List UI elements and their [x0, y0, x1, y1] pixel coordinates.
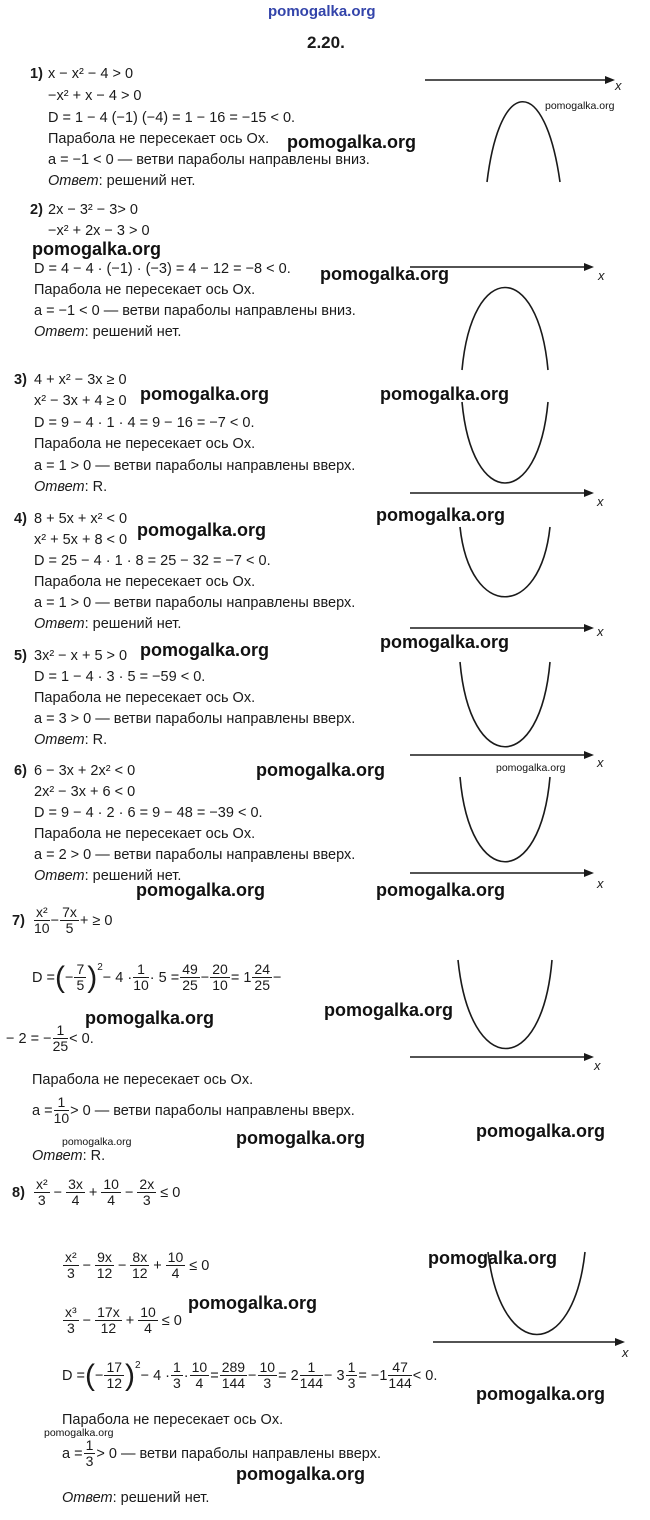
operator: − [248, 1367, 257, 1384]
fraction: $\frac{20}{10}$ [212, 961, 228, 993]
p4-axis-label: x [597, 624, 604, 639]
watermark: pomogalka.org [62, 1136, 132, 1148]
answer-label: Ответ [34, 732, 85, 748]
watermark: pomogalka.org [376, 880, 506, 900]
operator: = [210, 1367, 219, 1384]
p8-row3 [62, 1305, 185, 1336]
fraction: $\frac{49}{25}$ [182, 961, 198, 993]
p3-answer [34, 479, 107, 496]
operator: + ≥ 0 [79, 912, 113, 929]
p2-line1: 2x − 3² − 3> 0 [48, 202, 138, 218]
paren: ( [84, 1358, 95, 1392]
answer-label: Ответ [62, 1490, 113, 1506]
p6-number: 6) [14, 763, 27, 779]
fraction: $\frac{10}{3}$ [259, 1359, 276, 1391]
text: − 2 = − [6, 1030, 52, 1047]
operator: − [94, 1367, 104, 1384]
p5-number: 5) [14, 648, 27, 664]
p8-line5: Парабола не пересекает ось Ox. [62, 1412, 284, 1428]
p8-line1 [12, 1177, 183, 1208]
text: D = [32, 969, 55, 986]
fraction: $\frac{10}{4}$ [103, 1176, 119, 1208]
p2-graph [410, 262, 600, 372]
operator: − [82, 1312, 92, 1329]
fraction: $\frac{10}{4}$ [167, 1249, 184, 1281]
text: D = [62, 1367, 85, 1384]
fraction: $\frac{1}{25}$ [52, 1022, 69, 1054]
answer-label: Ответ [34, 616, 85, 632]
fraction: $\frac{7}{5}$ [76, 961, 85, 993]
text: a = [32, 1102, 53, 1119]
p6-line3: D = 9 − 4 · 2 · 6 = 9 − 48 = −39 < 0. [34, 805, 263, 821]
fraction: $\frac{10}{4}$ [191, 1359, 208, 1391]
paren: ) [125, 1358, 136, 1392]
watermark: pomogalka.org [476, 1384, 606, 1404]
fraction: $\frac{24}{25}$ [254, 961, 270, 993]
answer-label: Ответ [48, 173, 99, 189]
answer-label: Ответ [34, 479, 85, 495]
p4-line3: D = 25 − 4 · 1 · 8 = 25 − 32 = −7 < 0. [34, 553, 271, 569]
fraction: $\frac{9x}{12}$ [96, 1249, 113, 1281]
fraction: $\frac{17}{12}$ [106, 1359, 123, 1391]
p7-graph [410, 958, 600, 1068]
answer-value: : R. [82, 1148, 106, 1164]
p2-line2: −x² + 2x − 3 > 0 [48, 223, 150, 239]
watermark: pomogalka.org [380, 384, 510, 404]
p1-answer [48, 173, 195, 190]
p6-graph [410, 775, 600, 885]
p5-answer [34, 732, 107, 749]
operator: − [117, 1257, 127, 1274]
p3-graph [410, 400, 600, 500]
answer-label: Ответ [32, 1148, 83, 1164]
operator: − [53, 1184, 63, 1201]
operator: − [50, 912, 60, 929]
p1-axis-label: x [615, 78, 622, 93]
p8-graph [433, 1250, 633, 1350]
p6-line1: 6 − 3x + 2x² < 0 [34, 763, 136, 779]
text: − 3 [324, 1367, 345, 1384]
fraction: $\frac{1}{10}$ [133, 961, 149, 993]
answer-value: : R. [84, 732, 108, 748]
p4-line1: 8 + 5x + x² < 0 [34, 511, 128, 527]
text: = −1 [358, 1367, 388, 1384]
answer-value: : решений нет. [84, 868, 182, 884]
operator: − [124, 1184, 134, 1201]
answer-value: : решений нет. [84, 616, 182, 632]
header-site: pomogalka.org [268, 3, 376, 20]
text: − 4 · [140, 1367, 170, 1384]
paren: ) [87, 960, 98, 994]
p1-line5: a = −1 < 0 — ветви параболы направлены вниз. [48, 152, 370, 168]
p7-line3 [6, 1023, 94, 1054]
p8-line3 [62, 1305, 185, 1336]
p1-line1: x − x² − 4 > 0 [48, 66, 134, 82]
p7-line5 [32, 1095, 355, 1126]
fraction: $\frac{17x}{12}$ [97, 1304, 120, 1336]
fraction: $\frac{47}{144}$ [388, 1359, 412, 1391]
watermark: pomogalka.org [545, 100, 615, 112]
exponent: 2 [135, 1360, 141, 1371]
answer-value: : решений нет. [98, 173, 196, 189]
watermark: pomogalka.org [188, 1293, 318, 1313]
text: > 0 — ветви параболы направлены вверх. [70, 1102, 355, 1119]
p3-line1: 4 + x² − 3x ≥ 0 [34, 372, 127, 388]
p3-line4: Парабола не пересекает ось Ox. [34, 436, 256, 452]
fraction: $\frac{\text{x²}}{3}$ [35, 1176, 48, 1208]
p5-line4: a = 3 > 0 — ветви параболы направлены вверх. [34, 711, 356, 727]
watermark: pomogalka.org [236, 1128, 366, 1148]
p7-line2 [32, 962, 281, 993]
p5-line3: Парабола не пересекает ось Ox. [34, 690, 256, 706]
fraction: $\frac{\text{x³}}{3}$ [65, 1304, 77, 1336]
fraction: $\frac{1}{3}$ [347, 1359, 356, 1391]
p1-line2: −x² + x − 4 > 0 [48, 88, 142, 104]
text: > 0 — ветви параболы направлены вверх. [96, 1445, 381, 1462]
p1-graph [425, 70, 625, 185]
text: · 5 = [149, 969, 180, 986]
problem-number: 2.20. [307, 33, 345, 52]
p7-line4: Парабола не пересекает ось Ox. [32, 1072, 254, 1088]
operator: − [200, 969, 210, 986]
operator: ≤ 0 [161, 1312, 182, 1329]
p2-line3: D = 4 − 4 · (−1) · (−3) = 4 − 12 = −8 < 0. [34, 261, 291, 277]
watermark: pomogalka.org [85, 1008, 215, 1028]
fraction: $\frac{\text{x²}}{3}$ [65, 1249, 77, 1281]
fraction: $\frac{1}{3}$ [173, 1359, 181, 1391]
operator: + [153, 1257, 162, 1274]
p1-line3: D = 1 − 4 (−1) (−4) = 1 − 16 = −15 < 0. [48, 110, 296, 126]
operator: − [82, 1257, 92, 1274]
p6-axis-label: x [597, 876, 604, 891]
fraction: $\frac{\text{x²}}{10}$ [34, 904, 50, 936]
p7-axis-label: x [594, 1058, 601, 1073]
watermark: pomogalka.org [496, 762, 566, 774]
p5-line1: 3x² − x + 5 > 0 [34, 648, 128, 664]
p8-number: 8) [12, 1184, 25, 1201]
p6-line2: 2x² − 3x + 6 < 0 [34, 784, 136, 800]
fraction: $\frac{1}{10}$ [53, 1094, 70, 1126]
watermark: pomogalka.org [137, 520, 267, 540]
p2-number: 2) [30, 202, 43, 218]
watermark: pomogalka.org [256, 760, 386, 780]
watermark: pomogalka.org [376, 505, 506, 525]
p4-answer [34, 616, 181, 633]
p5-graph [410, 660, 600, 760]
text: < 0. [412, 1367, 438, 1384]
p6-line4: Парабола не пересекает ось Ox. [34, 826, 256, 842]
answer-value: : решений нет. [112, 1490, 210, 1506]
p8-answer [62, 1490, 209, 1507]
fraction: $\frac{1}{3}$ [85, 1437, 94, 1469]
p7-number: 7) [12, 912, 25, 929]
p2-line4: Парабола не пересекает ось Ox. [34, 282, 256, 298]
watermark: pomogalka.org [140, 640, 270, 660]
fraction: $\frac{3x}{4}$ [68, 1176, 83, 1208]
operator: ≤ 0 [160, 1184, 181, 1201]
text: = 2 [278, 1367, 299, 1384]
answer-value: : R. [84, 479, 108, 495]
text: − 4 · [102, 969, 133, 986]
watermark: pomogalka.org [380, 632, 510, 652]
answer-label: Ответ [34, 324, 85, 340]
fraction: $\frac{2x}{3}$ [139, 1176, 155, 1208]
text: a = [62, 1445, 83, 1462]
p3-axis-label: x [597, 494, 604, 509]
text: < 0. [69, 1030, 94, 1047]
p2-line5: a = −1 < 0 — ветви параболы направлены вниз. [34, 303, 356, 319]
fraction: $\frac{8x}{12}$ [132, 1249, 148, 1281]
fraction: $\frac{7x}{5}$ [62, 904, 77, 936]
p5-line2: D = 1 − 4 · 3 · 5 = −59 < 0. [34, 669, 206, 685]
p1-line4: Парабола не пересекает ось Ox. [48, 131, 270, 147]
p3-line3: D = 9 − 4 · 1 · 4 = 9 − 16 = −7 < 0. [34, 415, 255, 431]
p7-line1 [12, 905, 112, 936]
watermark: pomogalka.org [236, 1464, 366, 1484]
operator: − [64, 969, 74, 986]
p2-answer [34, 324, 181, 341]
p4-line5: a = 1 > 0 — ветви параболы направлены вверх. [34, 595, 356, 611]
watermark: pomogalka.org [32, 239, 162, 259]
fraction: $\frac{10}{4}$ [140, 1304, 156, 1336]
operator: − [272, 969, 282, 986]
operator: · [183, 1367, 189, 1384]
p1-number: 1) [30, 66, 43, 82]
p8-row2 [62, 1250, 212, 1281]
p3-line5: a = 1 > 0 — ветви параболы направлены вверх. [34, 458, 356, 474]
p4-line4: Парабола не пересекает ось Ox. [34, 574, 256, 590]
paren: ( [54, 960, 65, 994]
p3-number: 3) [14, 372, 27, 388]
watermark: pomogalka.org [136, 880, 266, 900]
text: = 1 [230, 969, 252, 986]
p8-line4 [62, 1360, 437, 1391]
watermark: pomogalka.org [428, 1248, 558, 1268]
watermark: pomogalka.org [476, 1121, 606, 1141]
p8-axis-label: x [622, 1345, 629, 1360]
operator: + [125, 1312, 135, 1329]
p4-number: 4) [14, 511, 27, 527]
operator: ≤ 0 [189, 1257, 210, 1274]
p5-axis-label: x [597, 755, 604, 770]
operator: + [88, 1184, 98, 1201]
fraction: $\frac{289}{144}$ [221, 1359, 246, 1391]
p4-graph [410, 525, 600, 635]
watermark: pomogalka.org [44, 1427, 114, 1439]
p4-line2: x² + 5x + 8 < 0 [34, 532, 128, 548]
p8-line2 [62, 1250, 212, 1281]
p7-answer [32, 1148, 105, 1165]
answer-label: Ответ [34, 868, 85, 884]
p2-axis-label: x [598, 268, 605, 283]
watermark: pomogalka.org [324, 1000, 454, 1020]
p8-row1 [33, 1177, 183, 1208]
answer-value: : решений нет. [84, 324, 182, 340]
fraction: $\frac{1}{144}$ [299, 1359, 324, 1391]
watermark: pomogalka.org [287, 132, 417, 152]
exponent: 2 [97, 962, 103, 973]
watermark: pomogalka.org [140, 384, 270, 404]
p6-line5: a = 2 > 0 — ветви параболы направлены вверх. [34, 847, 356, 863]
p3-line2: x² − 3x + 4 ≥ 0 [34, 393, 127, 409]
watermark: pomogalka.org [320, 264, 450, 284]
